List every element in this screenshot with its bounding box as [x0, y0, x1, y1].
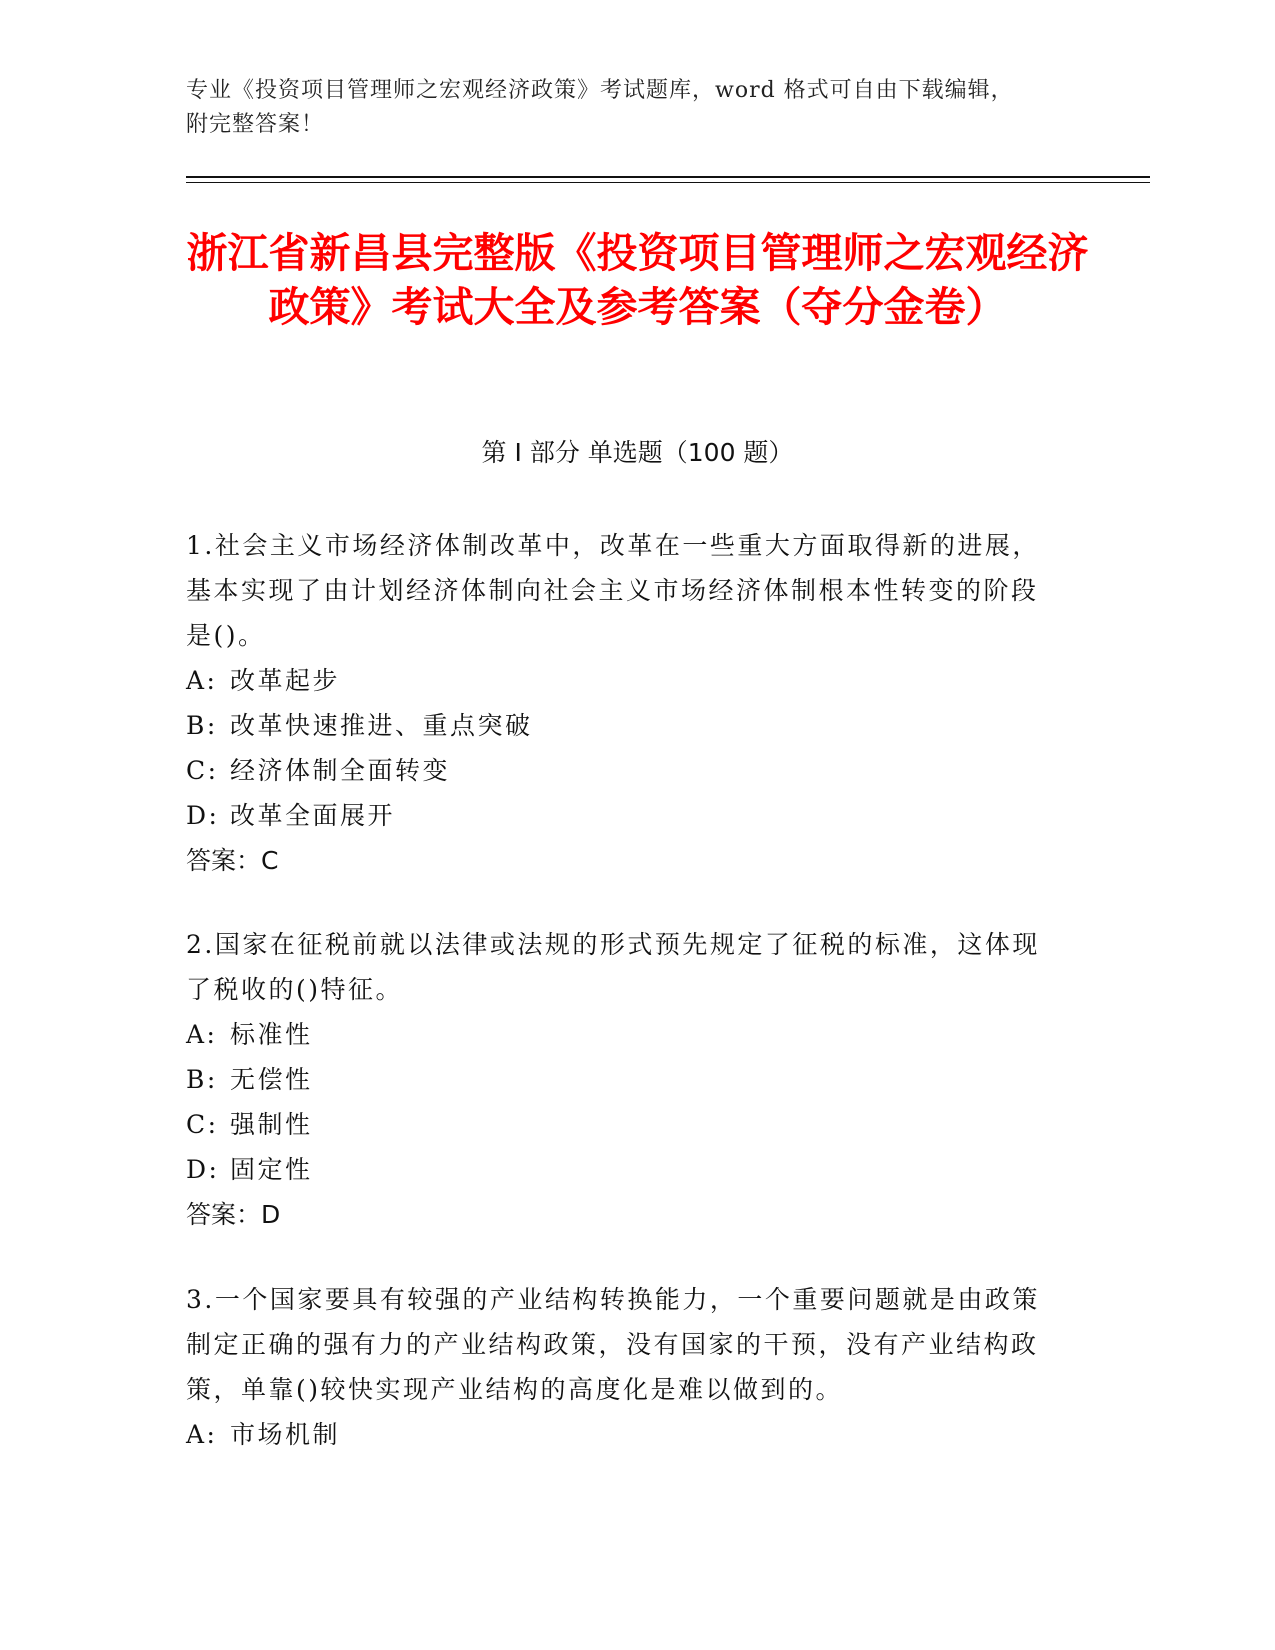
option-letter: B: [186, 1065, 218, 1094]
option-a [186, 658, 1046, 703]
option-a [186, 1012, 1046, 1057]
option-d [186, 793, 1046, 838]
section-heading: 第 I 部分 单选题（100 题） [481, 438, 794, 467]
option-letter: D: [186, 801, 220, 830]
option-letter: A: [186, 666, 218, 695]
option-text: 强制性 [230, 1110, 313, 1139]
option-text: 标准性 [230, 1020, 313, 1049]
option-letter: C: [186, 1110, 219, 1139]
option-b [186, 1057, 1046, 1102]
document-title: 浙江省新昌县完整版《投资项目管理师之宏观经济政策》考试大全及参考答案（夺分金卷） [186, 229, 1089, 331]
header-note-line1: 专业《投资项目管理师之宏观经济政策》考试题库，word 格式可自由下载编辑， [186, 78, 1014, 103]
option-letter: D: [186, 1155, 220, 1184]
question-2 [186, 922, 1046, 1237]
option-text: 固定性 [230, 1155, 313, 1184]
question-1 [186, 523, 1046, 883]
option-c [186, 748, 1046, 793]
option-text: 经济体制全面转变 [230, 756, 451, 785]
option-c [186, 1102, 1046, 1147]
header-note-line2: 附完整答案！ [186, 112, 325, 137]
question-stem: 1.社会主义市场经济体制改革中，改革在一些重大方面取得新的进展，基本实现了由计划经济体制向社会主义市场经济体制根本性转变的阶段是()。 [186, 531, 1040, 650]
header-rule-thin [186, 182, 1150, 183]
question-stem: 3.一个国家要具有较强的产业结构转换能力，一个重要问题就是由政策制定正确的强有力的产业结构政策，没有国家的干预，没有产业结构政策，单靠()较快实现产业结构的高度化是难以做到的。 [186, 1285, 1040, 1404]
question-3 [186, 1277, 1046, 1457]
option-a [186, 1412, 1046, 1457]
option-text: 改革全面展开 [230, 801, 396, 830]
header-rule-thick [186, 176, 1150, 178]
option-text: 无偿性 [230, 1065, 313, 1094]
option-letter: C: [186, 756, 219, 785]
option-d [186, 1147, 1046, 1192]
option-text: 改革快速推进、重点突破 [230, 711, 533, 740]
answer: 答案：C [186, 846, 279, 875]
question-stem: 2.国家在征税前就以法律或法规的形式预先规定了征税的标准，这体现了税收的()特征。 [186, 930, 1040, 1004]
option-letter: A: [186, 1020, 218, 1049]
option-text: 市场机制 [230, 1420, 341, 1449]
option-b [186, 703, 1046, 748]
option-text: 改革起步 [230, 666, 341, 695]
option-letter: A: [186, 1420, 218, 1449]
answer: 答案：D [186, 1200, 281, 1229]
header-note [186, 74, 1086, 142]
option-letter: B: [186, 711, 218, 740]
